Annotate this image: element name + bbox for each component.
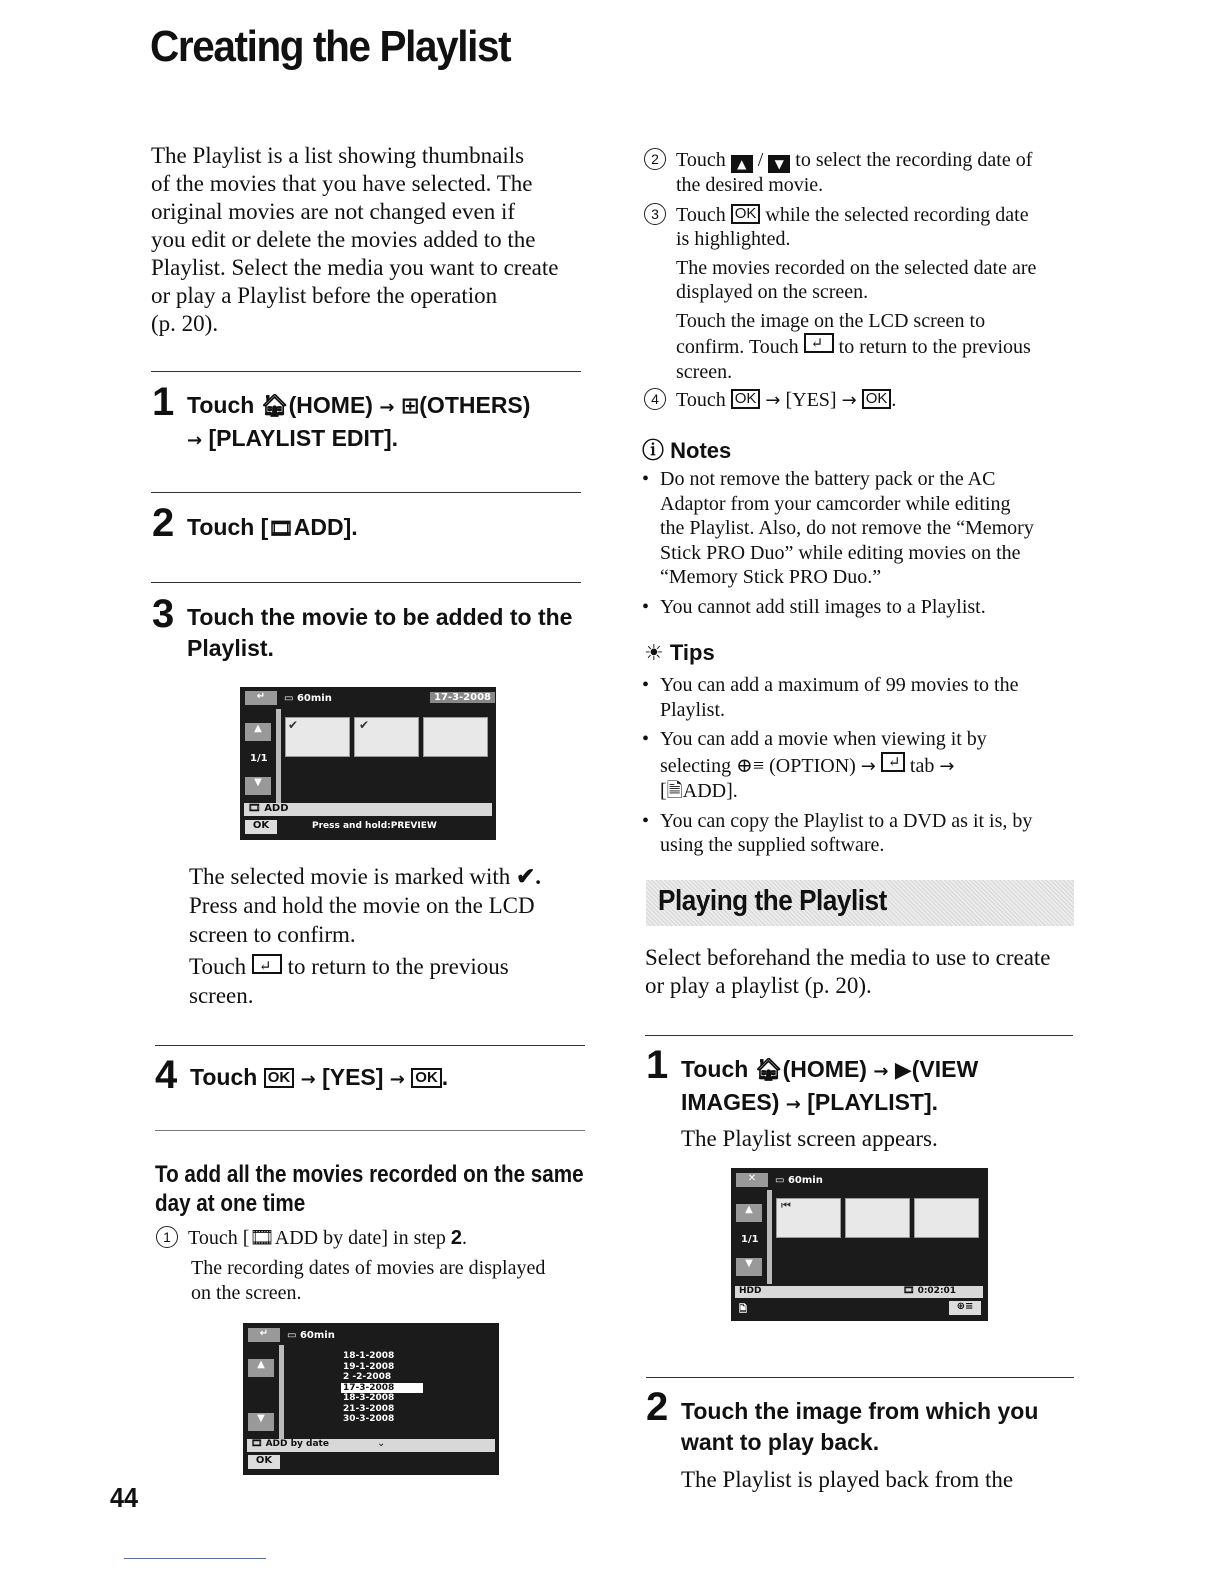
scroll-up-button[interactable]: ▲	[248, 1359, 274, 1377]
others-icon: ⊞	[400, 393, 420, 418]
divider	[646, 1377, 1074, 1378]
hint-text: Press and hold:PREVIEW	[312, 821, 437, 831]
check-icon: ✔	[288, 718, 299, 732]
same-day-heading: To add all the movies recorded on the same day at one time	[155, 1161, 584, 1217]
movie-thumbnail[interactable]	[845, 1198, 910, 1238]
arrow-icon: →	[187, 430, 203, 451]
page-title: Creating the Playlist	[150, 22, 511, 71]
media-label: HDD	[739, 1286, 762, 1296]
date-item[interactable]: 21-3-2008	[343, 1403, 395, 1414]
tip-item: • You can copy the Playlist to a DVD as it is, by using the supplied software.	[642, 809, 1072, 858]
divider	[151, 371, 581, 372]
ok-icon: OK	[264, 1068, 295, 1088]
down-arrow-icon: ▼	[768, 155, 790, 173]
lcd-screen-playlist	[731, 1168, 988, 1321]
step-number: 4	[155, 1053, 178, 1097]
return-icon	[252, 954, 282, 974]
divider	[155, 1130, 585, 1131]
arrow-icon: →	[860, 755, 876, 777]
date-item[interactable]: 18-3-2008	[343, 1393, 395, 1403]
close-button[interactable]: ✕	[736, 1173, 768, 1187]
play-step-2-body: The Playlist is played back from the	[681, 1467, 1014, 1492]
step-number: 1	[646, 1043, 669, 1087]
same-day-steps: 2 Touch ▲ / ▼ to select the recording date of the desired movie. 3 Touch OK while the selected recording date is highlighted. The movies recorded on the selected date are displayed on the screen. Touch the image on the LCD screen to confirm. Touch ↵ to return to the previous screen. 4 Touch OK → [YES] → OK .	[644, 148, 1084, 414]
ok-icon: OK	[731, 204, 761, 224]
note-item: • You cannot add still images to a Playlist.	[642, 595, 1072, 620]
page-number: 44	[110, 1482, 139, 1513]
scrollbar[interactable]	[767, 1190, 772, 1284]
intro-line: (p. 20).	[151, 311, 219, 336]
footer-link-line	[124, 1558, 266, 1559]
scroll-down-button[interactable]: ▼	[248, 1413, 274, 1431]
step-3-body: The selected movie is marked with ✔. Press and hold the movie on the LCD screen to confirm. Touch ↵ to return to the previous screen.	[189, 862, 589, 1010]
play-step-2-text: Touch the image from which you want to play back.	[681, 1398, 1039, 1455]
lcd-screen-add-by-date	[243, 1323, 499, 1475]
add-by-date-label: 🎞︎ ADD by date	[251, 1439, 329, 1449]
step-number: 2	[152, 501, 175, 545]
mode-bar	[247, 1439, 495, 1452]
film-add-icon: 🎞︎	[268, 518, 294, 540]
step-number: 2	[646, 1385, 669, 1429]
movie-thumbnail[interactable]	[354, 717, 419, 757]
home-icon: 🏠︎	[754, 1057, 783, 1082]
notes-heading: ⓘ Notes	[642, 438, 732, 463]
check-icon: ✔.	[516, 864, 542, 889]
scroll-up-button[interactable]: ▲	[245, 723, 271, 741]
step-number: 1	[152, 380, 175, 424]
status-bar	[735, 1286, 983, 1298]
duration: 🎞︎ 0:02:01	[903, 1286, 957, 1296]
step-1-text: Touch 🏠︎(HOME) → ⊞(OTHERS) → [PLAYLIST EDIT].	[187, 392, 531, 451]
remaining-time: ▭ 60min	[284, 693, 332, 704]
add-mode-label: 🎞︎ ADD	[248, 803, 289, 814]
date-item[interactable]: 18-1-2008	[343, 1351, 395, 1361]
movie-thumbnail[interactable]	[776, 1198, 841, 1238]
tips-heading: ☀ Tips	[644, 640, 715, 665]
remaining-time: ▭ 60min	[287, 1330, 335, 1341]
movie-thumbnail[interactable]	[914, 1198, 979, 1238]
step-2-text: Touch [🎞︎ADD].	[187, 514, 358, 540]
ok-icon: OK	[411, 1068, 442, 1088]
step-circle: 1	[156, 1226, 178, 1248]
notes-list	[642, 467, 1072, 619]
arrow-icon: →	[841, 390, 857, 411]
page-indicator: 1/1	[250, 753, 268, 764]
intro-paragraph	[151, 142, 591, 338]
add-icon: 🗎	[666, 780, 683, 802]
return-button[interactable]: ↵	[245, 691, 277, 705]
divider	[151, 582, 581, 583]
arrow-icon: →	[785, 1094, 801, 1115]
step-3-text: Touch the movie to be added to the Playlist.	[187, 604, 573, 661]
movie-thumbnail[interactable]	[285, 717, 350, 757]
arrow-icon: →	[765, 390, 781, 411]
home-icon: 🏠︎	[260, 393, 289, 418]
intro-line: original movies are not changed even if	[151, 199, 516, 224]
scrollbar[interactable]	[276, 709, 281, 803]
intro-line: you edit or delete the movies added to the	[151, 227, 536, 252]
intro-line: The Playlist is a list showing thumbnails	[151, 143, 525, 168]
playing-intro: Select beforehand the media to use to create or play a playlist (p. 20).	[645, 945, 1051, 998]
arrow-icon: →	[300, 1069, 316, 1090]
return-icon	[804, 333, 834, 353]
movie-thumbnail[interactable]	[423, 717, 488, 757]
lightbulb-icon: ☀	[644, 640, 664, 665]
notes-icon: ⓘ	[642, 438, 665, 463]
ok-button[interactable]: OK	[245, 820, 277, 834]
date-item[interactable]: 19-1-2008	[343, 1361, 395, 1372]
mode-bar	[244, 803, 492, 816]
option-button[interactable]: ⊕≡	[949, 1301, 981, 1315]
intro-line: Playlist. Select the media you want to create	[151, 255, 559, 280]
remaining-time: ▭ 60min	[775, 1175, 823, 1186]
step-circle: 3	[644, 203, 666, 225]
tip-item: • You can add a movie when viewing it by selecting ⊕≡ (OPTION) → ↵ tab → [🗎ADD].	[642, 727, 1072, 804]
step-4-text: Touch OK → [YES] → OK .	[190, 1064, 449, 1090]
ok-icon: OK	[731, 389, 761, 409]
arrow-icon: →	[873, 1061, 889, 1082]
intro-line: or play a Playlist before the operation	[151, 283, 498, 308]
date-item[interactable]: 30-3-2008	[343, 1414, 395, 1424]
play-step-1-text: Touch 🏠︎(HOME) → ▶(VIEW IMAGES) → [PLAYLIST].	[681, 1056, 979, 1115]
note-item: • Do not remove the battery pack or the AC Adaptor from your camcorder while editing the Playlist. Also, do not remove the “Memory Stick PRO Duo” while editing movies on the “Memory Stick PRO Duo.”	[642, 467, 1072, 590]
view-images-icon	[881, 752, 905, 772]
step-circle: 4	[644, 388, 666, 410]
date-item-selected[interactable]: 17-3-2008	[341, 1383, 423, 1394]
return-button[interactable]: ↵	[248, 1328, 280, 1342]
chevron-down-icon: ⌄	[377, 1438, 386, 1449]
date-item[interactable]: 2 -2-2008	[343, 1372, 392, 1382]
date-list	[343, 1351, 423, 1425]
check-icon: ✔	[359, 718, 370, 732]
scroll-down-button[interactable]: ▼	[245, 777, 271, 795]
arrow-icon: →	[379, 397, 395, 418]
film-add-icon: 🎞︎	[249, 1227, 275, 1249]
play-step-1-body: The Playlist screen appears.	[681, 1126, 938, 1151]
same-day-item-1: 1 Touch [🎞︎ADD by date] in step 2. The recording dates of movies are displayed on the screen.	[156, 1226, 596, 1306]
section-title: Playing the Playlist	[658, 885, 887, 917]
scroll-up-button[interactable]: ▲	[736, 1204, 762, 1222]
step-number: 3	[152, 592, 175, 636]
tip-item: • You can add a maximum of 99 movies to the Playlist.	[642, 673, 1072, 722]
scroll-down-button[interactable]: ▼	[736, 1258, 762, 1276]
page-indicator: 1/1	[741, 1234, 759, 1245]
tips-list	[642, 673, 1072, 858]
play-from-icon: ⏮	[781, 1199, 791, 1212]
divider	[645, 1035, 1073, 1036]
playlist-icon: 🗎	[739, 1304, 748, 1315]
intro-line: of the movies that you have selected. The	[151, 171, 533, 196]
option-icon: ⊕≡	[736, 754, 765, 777]
view-images-icon: ▶	[894, 1057, 912, 1082]
step-circle: 2	[644, 148, 666, 170]
divider	[155, 1045, 585, 1046]
recording-date: 17-3-2008	[430, 692, 495, 703]
scrollbar[interactable]	[279, 1345, 284, 1439]
up-arrow-icon: ▲	[731, 155, 753, 173]
lcd-screen-add	[240, 687, 496, 840]
ok-icon: OK	[862, 389, 892, 409]
ok-button[interactable]: OK	[248, 1455, 280, 1469]
arrow-icon: →	[389, 1069, 405, 1090]
arrow-icon: →	[939, 755, 955, 777]
divider	[151, 492, 581, 493]
